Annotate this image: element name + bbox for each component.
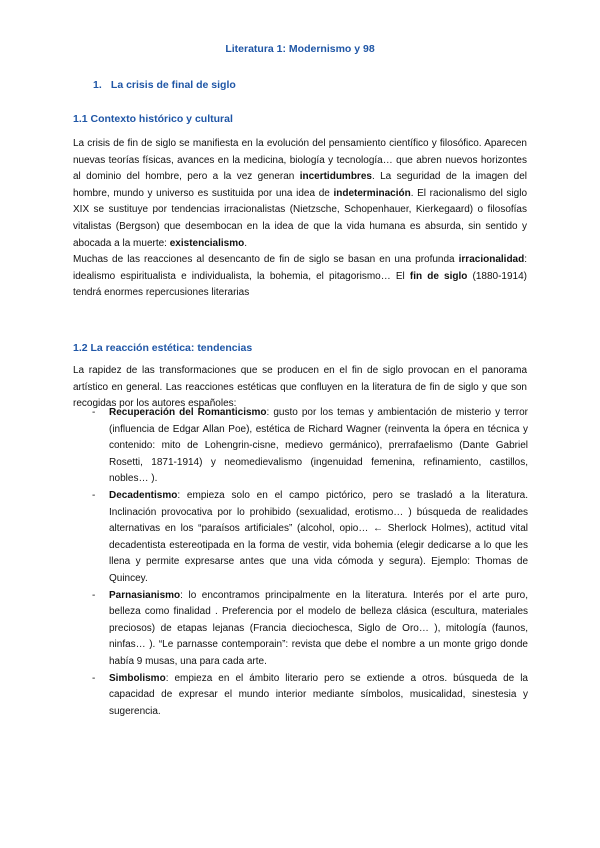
- section-heading: [93, 79, 236, 91]
- context-text: [73, 136, 527, 302]
- keyword-incertidumbres: incertidumbres: [299, 171, 372, 183]
- document-title: Literatura 1: Modernismo y 98: [225, 43, 375, 55]
- subsection-heading-context: 1.1 Contexto histórico y cultural: [73, 113, 233, 125]
- bullet-dash: -: [92, 589, 96, 601]
- aesthetic-intro: La rapidez de las transformaciones que se producen en el fin de siglo provocan en el panorama artístico en general. Las reacciones estéticas que confluyen en la literatura de fin de siglo y que son recogidas por los autores españoles:: [73, 365, 527, 410]
- text-run: La crisis de fin de siglo se manifiesta en la evolución del pensamiento científico y filosófico. Aparecen nuevas teorías físicas, avances en la medicina, biología y tecnología… que abren nuevos horizontes al dominio del hombre, pero a la vez generan: [73, 138, 527, 183]
- list-item: [92, 488, 528, 588]
- context-paragraph-2: [73, 252, 527, 302]
- list-item: [92, 588, 528, 671]
- text-run: .: [244, 237, 247, 249]
- text-run: (1880-1914) tendrá enormes repercusiones literarias: [73, 270, 527, 299]
- list-item: [92, 405, 528, 488]
- section-title: La crisis de final de siglo: [110, 79, 236, 91]
- keyword-indeterminacion: indeterminación: [333, 187, 411, 199]
- item-text: : gusto por los temas y ambientación de misterio y terror (influencia de Edgar Allan Poe), estética de Richard Wagner (reinventa la ópera en técnica y contenido: mito de Lohengrin-cisne, medievo germánico), prerrafaelismo (Dante Gabriel Rosetti, 1871-1914) y neomedievalismo (ingenuidad femenina, refinamiento, castillos, nobles… ).: [109, 407, 528, 485]
- text-run: : idealismo espiritualista e individualista, la bohemia, el pitagorismo… El: [73, 254, 527, 282]
- list-item: [92, 671, 528, 721]
- item-term: Decadentismo: [109, 489, 178, 501]
- bullet-dash: -: [92, 489, 96, 501]
- item-text: : empieza en el ámbito literario pero se extiende a otros. búsqueda de la capacidad de expresar el mundo interior mediante símbolos, musicalidad, sinestesia y sugerencia.: [109, 672, 528, 717]
- keyword-existencialismo: existencialismo: [169, 237, 245, 249]
- text-run: . La seguridad de la imagen del hombre, mundo y universo es sustituida por una idea de: [73, 171, 527, 199]
- item-term: Simbolismo: [109, 672, 166, 684]
- keyword-fin-de-siglo: fin de siglo: [409, 270, 468, 282]
- item-text: : lo encontramos principalmente en la literatura. Interés por el arte puro, belleza como finalidad . Preferencia por el modelo de belleza clásica (escultura, materiales preciosos) de etapas lejanas (Francia dieciochesca, Siglo de Oro… ), mitología (faunos, ninfas… ). “Le parnasse contemporain”: revista que debe el nombre a un monte grigo donde había 9 musas, una para cada arte.: [109, 589, 528, 667]
- subsection-heading-aesthetic: 1.2 La reacción estética: tendencias: [73, 342, 253, 354]
- text-run: . El racionalismo del siglo XIX se sustituye por tendencias irracionalistas (Nietzsche, Schopenhauer, Kierkegaard) o filosofías vitalistas (Bergson) que desembocan en la idea de que la vida humana es absurda, sin sentido y abocada a la muerte:: [73, 187, 528, 249]
- keyword-irracionalidad: irracionalidad: [458, 254, 525, 266]
- context-paragraph-1: [73, 136, 527, 252]
- bullet-dash: -: [92, 672, 96, 684]
- tendencies-list: [92, 405, 528, 720]
- item-text: : empieza solo en el campo pictórico, pero se trasladó a la literatura. Inclinación provocativa por lo prohibido (sexualidad, erotismo… ) búsqueda de realidades alternativas en los “paraísos artificiales” (alcohol, opio… ← Sherlock Holmes), actitud vital decadentista estereotipada en la forma de vestir, vida bohemia (elegir dedicarse a lo que les llena y permite expresarse antes que una vida cómoda y segura). Ejemplo: Thomas de Quincey.: [109, 489, 528, 584]
- text-run: Muchas de las reacciones al desencanto de fin de siglo se basan en una profunda: [73, 254, 459, 266]
- item-term: Recuperación del Romanticismo: [109, 407, 267, 418]
- section-number: 1.: [93, 79, 102, 91]
- bullet-dash: -: [92, 407, 96, 418]
- item-term: Parnasianismo: [109, 589, 181, 601]
